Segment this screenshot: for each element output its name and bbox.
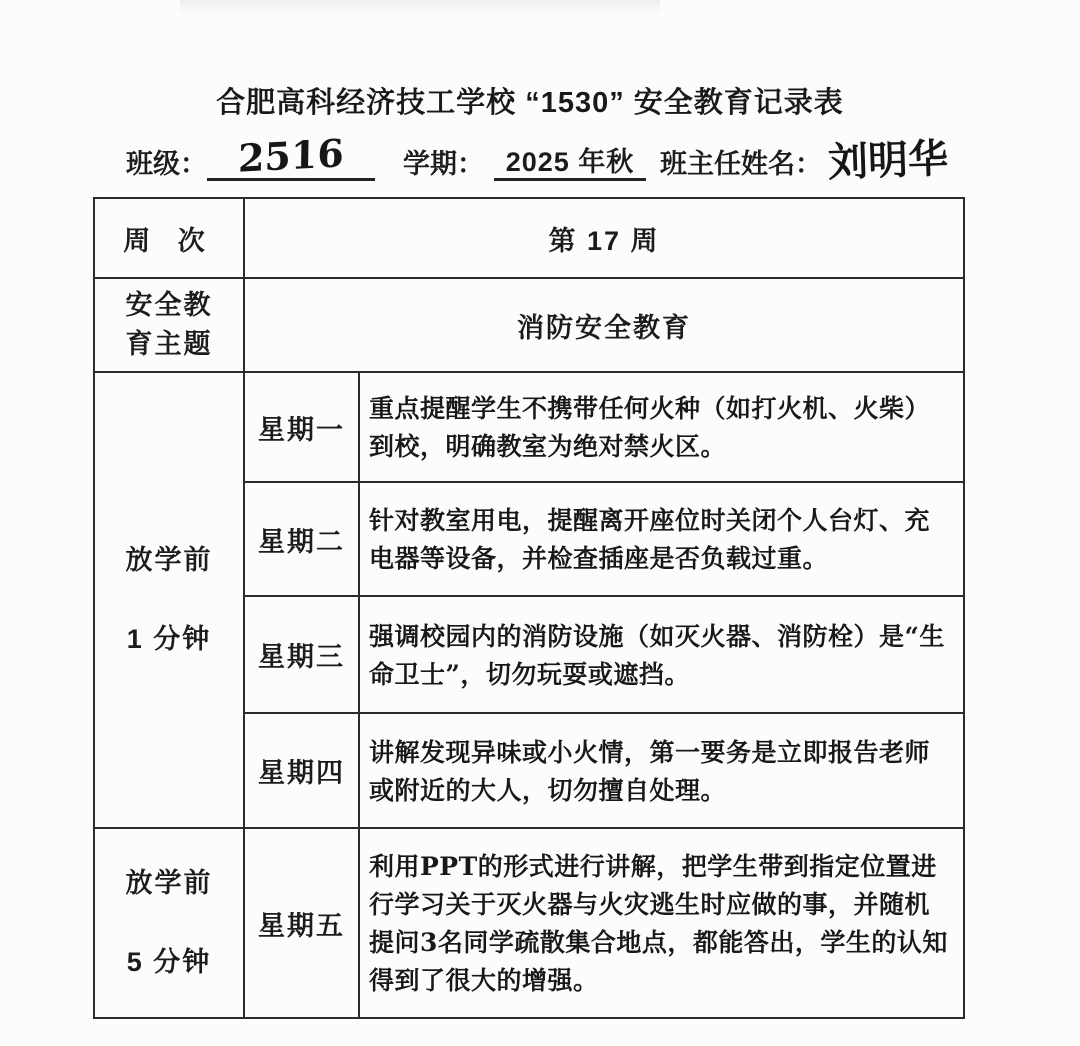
day-cell-monday: 星期一 <box>244 372 359 482</box>
content-cell-monday: 重点提醒学生不携带任何火种（如打火机、火柴）到校，明确教室为绝对禁火区。 <box>359 372 964 482</box>
section-5min-line2: 5 分钟 <box>126 947 212 977</box>
class-underline <box>207 130 375 181</box>
section-1min-line2: 1 分钟 <box>126 624 212 654</box>
day-cell-thursday: 星期四 <box>244 713 359 828</box>
section-5min-cell <box>94 828 244 1018</box>
semester-label: 学期： <box>403 148 484 179</box>
section-1min-line1: 放学前 <box>125 544 213 575</box>
topic-row <box>94 278 964 372</box>
teacher-label: 班主任姓名： <box>660 148 822 179</box>
content-cell-thursday: 讲解发现异味或小火情，第一要务是立即报告老师或附近的大人，切勿擅自处理。 <box>359 713 964 828</box>
semester-value: 2025 年秋 <box>505 146 635 177</box>
monday-row <box>94 372 964 482</box>
class-value-handwritten: 2516 <box>237 130 345 181</box>
day-cell-friday: 星期五 <box>244 828 359 1018</box>
section-5min-line1: 放学前 <box>125 867 213 898</box>
day-cell-wednesday: 星期三 <box>244 596 359 713</box>
week-value-cell: 第 17 周 <box>244 198 964 278</box>
content-cell-friday: 利用PPT的形式进行讲解，把学生带到指定位置进行学习关于灭火器与火灾逃生时应做的事，并随机提问3名同学疏散集合地点，都能答出，学生的认知得到了很大的增强。 <box>359 828 964 1018</box>
topic-label-line1: 安全教 <box>125 289 213 320</box>
section-1min-cell <box>94 372 244 828</box>
topic-label-line2: 育主题 <box>125 329 213 359</box>
topic-label-cell <box>94 278 244 372</box>
day-cell-tuesday: 星期二 <box>244 482 359 596</box>
week-label-cell: 周 次 <box>94 198 244 278</box>
class-label: 班级： <box>126 148 207 179</box>
content-cell-wednesday: 强调校园内的消防设施（如灭火器、消防栓）是“生命卫士”，切勿玩耍或遮挡。 <box>359 596 964 713</box>
friday-row <box>94 828 964 1018</box>
class-info-row <box>126 130 949 186</box>
content-cell-tuesday: 针对教室用电，提醒离开座位时关闭个人台灯、充电器等设备，并检查插座是否负载过重。 <box>359 482 964 596</box>
page-title: 合肥高科经济技工学校 “1530” 安全教育记录表 <box>216 87 844 119</box>
record-table <box>93 197 965 1019</box>
topic-value-cell: 消防安全教育 <box>244 278 964 372</box>
teacher-value-handwritten: 刘明华 <box>827 134 949 186</box>
semester-underline <box>494 148 646 181</box>
record-table-wrap <box>93 197 965 1019</box>
week-row <box>94 198 964 278</box>
